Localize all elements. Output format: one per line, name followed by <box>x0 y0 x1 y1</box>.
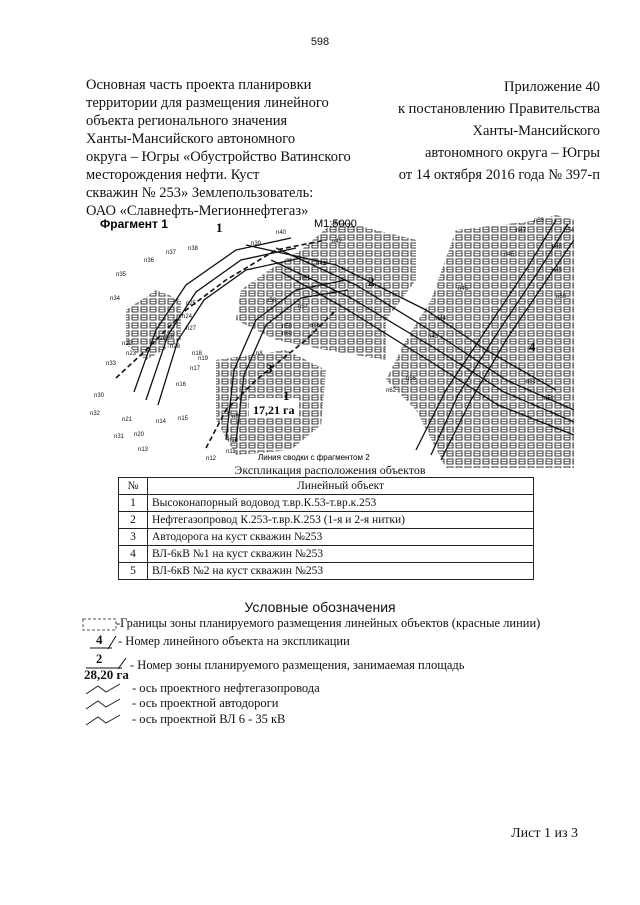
table-header-row <box>119 478 534 495</box>
point-label: n62 <box>386 388 397 394</box>
legend-pipeline-text: - ось проектного нефтегазопровода <box>132 681 320 695</box>
column-header: Линейный объект <box>148 478 534 495</box>
point-label: n8 <box>256 351 263 357</box>
powerline-axis-symbol <box>84 713 124 727</box>
point-label: n22 <box>122 341 133 347</box>
row-number: 1 <box>119 495 148 512</box>
point-label: n36 <box>144 258 155 264</box>
point-label: n19 <box>198 356 209 362</box>
point-label: n61 <box>300 276 311 282</box>
point-label: n55 <box>406 376 417 382</box>
header-right-line: к постановлению Правительства <box>398 101 600 117</box>
row-number: 4 <box>119 546 148 563</box>
header-right-line: от 14 октября 2016 года № 397-п <box>398 167 600 183</box>
point-label: n50 <box>556 294 567 300</box>
row-object: Нефтегазопровод К.253-т.вр.К.253 (1-я и 2-я нитки) <box>148 512 534 529</box>
point-label: n57 <box>298 304 309 310</box>
header-left-line: ОАО «Славнефть-Мегионнефтегаз» <box>86 203 309 219</box>
point-label: n11 <box>226 449 236 455</box>
link-line-label: Линия сводки с фрагментом 2 <box>258 453 370 462</box>
point-label: n40 <box>276 230 287 236</box>
zone-sample-number: 2 <box>96 652 103 666</box>
row-number: 5 <box>119 563 148 580</box>
row-number: 2 <box>119 512 148 529</box>
sheet-number: Лист 1 из 3 <box>511 826 578 841</box>
point-label: n51 <box>526 379 537 385</box>
header-right-line: автономного округа – Югры <box>424 145 600 161</box>
header-left-line: округа – Югры «Обустройство Ватинского <box>86 149 351 165</box>
point-label: n41 <box>316 261 327 267</box>
table-row <box>119 546 534 563</box>
point-label: n47 <box>516 228 527 234</box>
header-left-line: скважин № 253» Землепользователь: <box>86 185 314 201</box>
header-left-line: месторождения нефти. Куст <box>86 167 260 183</box>
point-label: n38 <box>188 246 199 252</box>
object-number-label: 2 <box>368 274 375 289</box>
point-label: n48 <box>552 244 563 250</box>
point-label: n16 <box>176 382 187 388</box>
point-label: n31 <box>114 434 125 440</box>
zone-area-label: 17,21 га <box>253 403 295 417</box>
point-label: n25 <box>186 301 197 307</box>
point-label: n37 <box>166 250 177 256</box>
header-appendix <box>300 76 600 186</box>
point-label: n18 <box>192 351 203 357</box>
point-label: n39 <box>251 241 262 247</box>
header-left-line: Основная часть проекта планировки <box>86 77 312 93</box>
table-row <box>119 495 534 512</box>
point-label: n49 <box>552 268 563 274</box>
header-left-line: территории для размещения линейного <box>86 95 329 111</box>
point-label: n10 <box>228 438 239 444</box>
object-number-label: 1 <box>283 388 290 403</box>
point-label: n13 <box>138 447 149 453</box>
row-number: 3 <box>119 529 148 546</box>
legend-powerline-text: - ось проектной ВЛ 6 - 35 кВ <box>132 712 286 726</box>
scale-label: М1:5000 <box>314 218 357 230</box>
pipeline-axis-symbol <box>84 682 124 696</box>
point-label: n34 <box>110 296 121 302</box>
zone-sample-area: 28,20 га <box>84 667 129 682</box>
point-label: n17 <box>190 366 201 372</box>
point-label: n24 <box>182 314 193 320</box>
point-label: n28 <box>170 344 181 350</box>
point-label: n46 <box>504 252 515 258</box>
point-label: n42 <box>332 239 343 245</box>
point-label: n23 <box>126 351 137 357</box>
legend-object-number-text: - Номер линейного объекта на экспликации <box>118 634 350 648</box>
header-right-line: Приложение 40 <box>504 79 600 95</box>
object-number-label: 3 <box>266 361 273 376</box>
point-label: n60 <box>282 331 293 337</box>
object-number-label: 1 <box>216 220 223 235</box>
point-label: n12 <box>206 456 217 462</box>
point-label: n15 <box>178 416 189 422</box>
header-right-line: Ханты-Мансийского <box>472 123 600 139</box>
point-label: n45 <box>458 286 469 292</box>
point-label: n44 <box>436 316 447 322</box>
table-row <box>119 529 534 546</box>
point-label: n58 <box>266 298 277 304</box>
row-object: Автодорога на куст скважин №253 <box>148 529 534 546</box>
table-row <box>119 563 534 580</box>
column-header: № <box>119 478 148 495</box>
point-label: n27 <box>186 326 197 332</box>
point-label: n59 <box>282 324 293 330</box>
legend-boundary-text: -Границы зоны планируемого размещения линейных объектов (красные линии) <box>116 616 541 630</box>
object-number-sample: 4 <box>96 632 103 647</box>
point-label: n54 <box>564 228 574 234</box>
point-label: n56 <box>310 323 321 329</box>
point-label: n43 <box>428 334 439 340</box>
marsh-area <box>236 220 416 360</box>
point-label: n35 <box>116 272 127 278</box>
row-object: ВЛ-6кВ №1 на куст скважин №253 <box>148 546 534 563</box>
fragment-label: Фрагмент 1 <box>100 217 168 231</box>
road-axis-symbol <box>84 697 124 711</box>
point-label: n53 <box>534 218 545 224</box>
row-object: ВЛ-6кВ №2 на куст скважин №253 <box>148 563 534 580</box>
point-label: n14 <box>156 419 167 425</box>
legend-title: Условные обозначения <box>244 599 396 615</box>
header-left-line: объекта регионального значения <box>86 113 288 129</box>
legend-road-text: - ось проектной автодороги <box>132 696 279 710</box>
row-object: Высоконапорный водовод т.вр.К.53-т.вр.к.253 <box>148 495 534 512</box>
object-number-label: 4 <box>529 339 536 354</box>
point-label: n9 <box>232 414 239 420</box>
point-label: n26 <box>164 334 175 340</box>
point-label: n29 <box>156 336 167 342</box>
object-number-symbol <box>88 633 118 651</box>
point-label: n52 <box>544 396 555 402</box>
explication-title: Экспликация расположения объектов <box>234 463 426 477</box>
planning-map <box>86 210 574 468</box>
table-row <box>119 512 534 529</box>
point-label: n20 <box>134 432 145 438</box>
legend-zone-number-text: - Номер зоны планируемого размещения, занимаемая площадь <box>130 658 465 672</box>
boundary-symbol <box>82 617 118 633</box>
point-label: n21 <box>122 417 133 423</box>
page-number: 598 <box>310 36 330 48</box>
point-label: n32 <box>90 411 101 417</box>
point-label: n33 <box>106 361 117 367</box>
explication-table <box>118 477 534 580</box>
header-left-line: Ханты-Мансийского автономного <box>86 131 296 147</box>
point-label: n30 <box>94 393 105 399</box>
